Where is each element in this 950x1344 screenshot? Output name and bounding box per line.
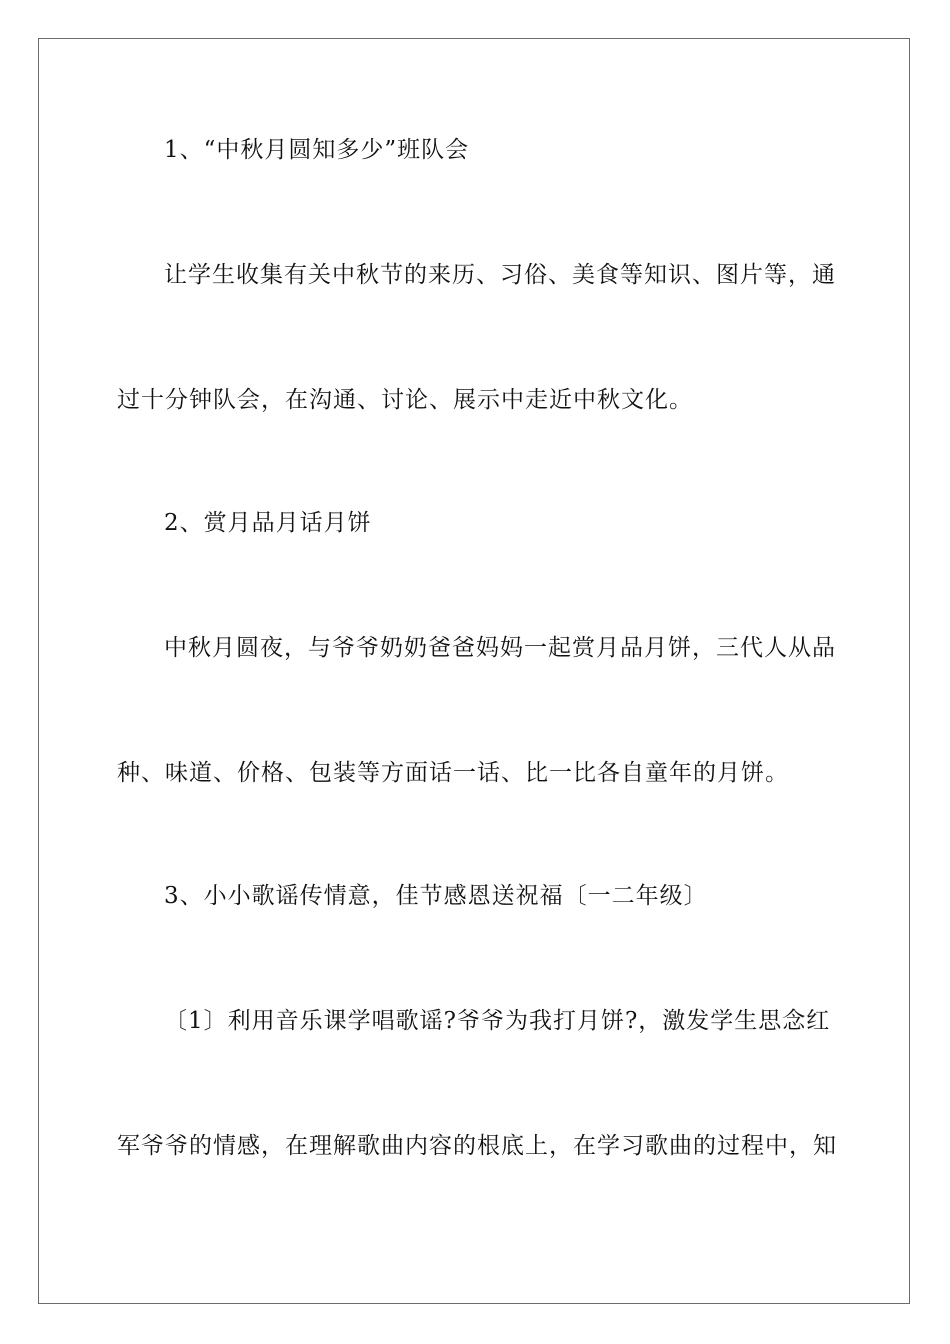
heading-1: 1、“中秋月圆知多少”班队会 <box>164 137 470 163</box>
paragraph-3-line-1: 〔1〕利用音乐课学唱歌谣?爷爷为我打月饼?，激发学生思念红 <box>164 1008 831 1034</box>
paragraph-1-line-1: 让学生收集有关中秋节的来历、习俗、美食等知识、图片等，通 <box>164 262 836 288</box>
heading-2: 2、赏月品月话月饼 <box>164 510 372 536</box>
paragraph-3-line-2: 军爷爷的情感，在理解歌曲内容的根底上，在学习歌曲的过程中，知 <box>117 1133 837 1159</box>
heading-3: 3、小小歌谣传情意，佳节感恩送祝福〔一二年级〕 <box>164 883 708 909</box>
paragraph-2-line-2: 种、味道、价格、包装等方面话一话、比一比各自童年的月饼。 <box>117 760 789 786</box>
paragraph-2-line-1: 中秋月圆夜，与爷爷奶奶爸爸妈妈一起赏月品月饼，三代人从品 <box>164 635 836 661</box>
paragraph-1-line-2: 过十分钟队会，在沟通、讨论、展示中走近中秋文化。 <box>117 387 693 413</box>
page-border <box>38 38 910 1304</box>
